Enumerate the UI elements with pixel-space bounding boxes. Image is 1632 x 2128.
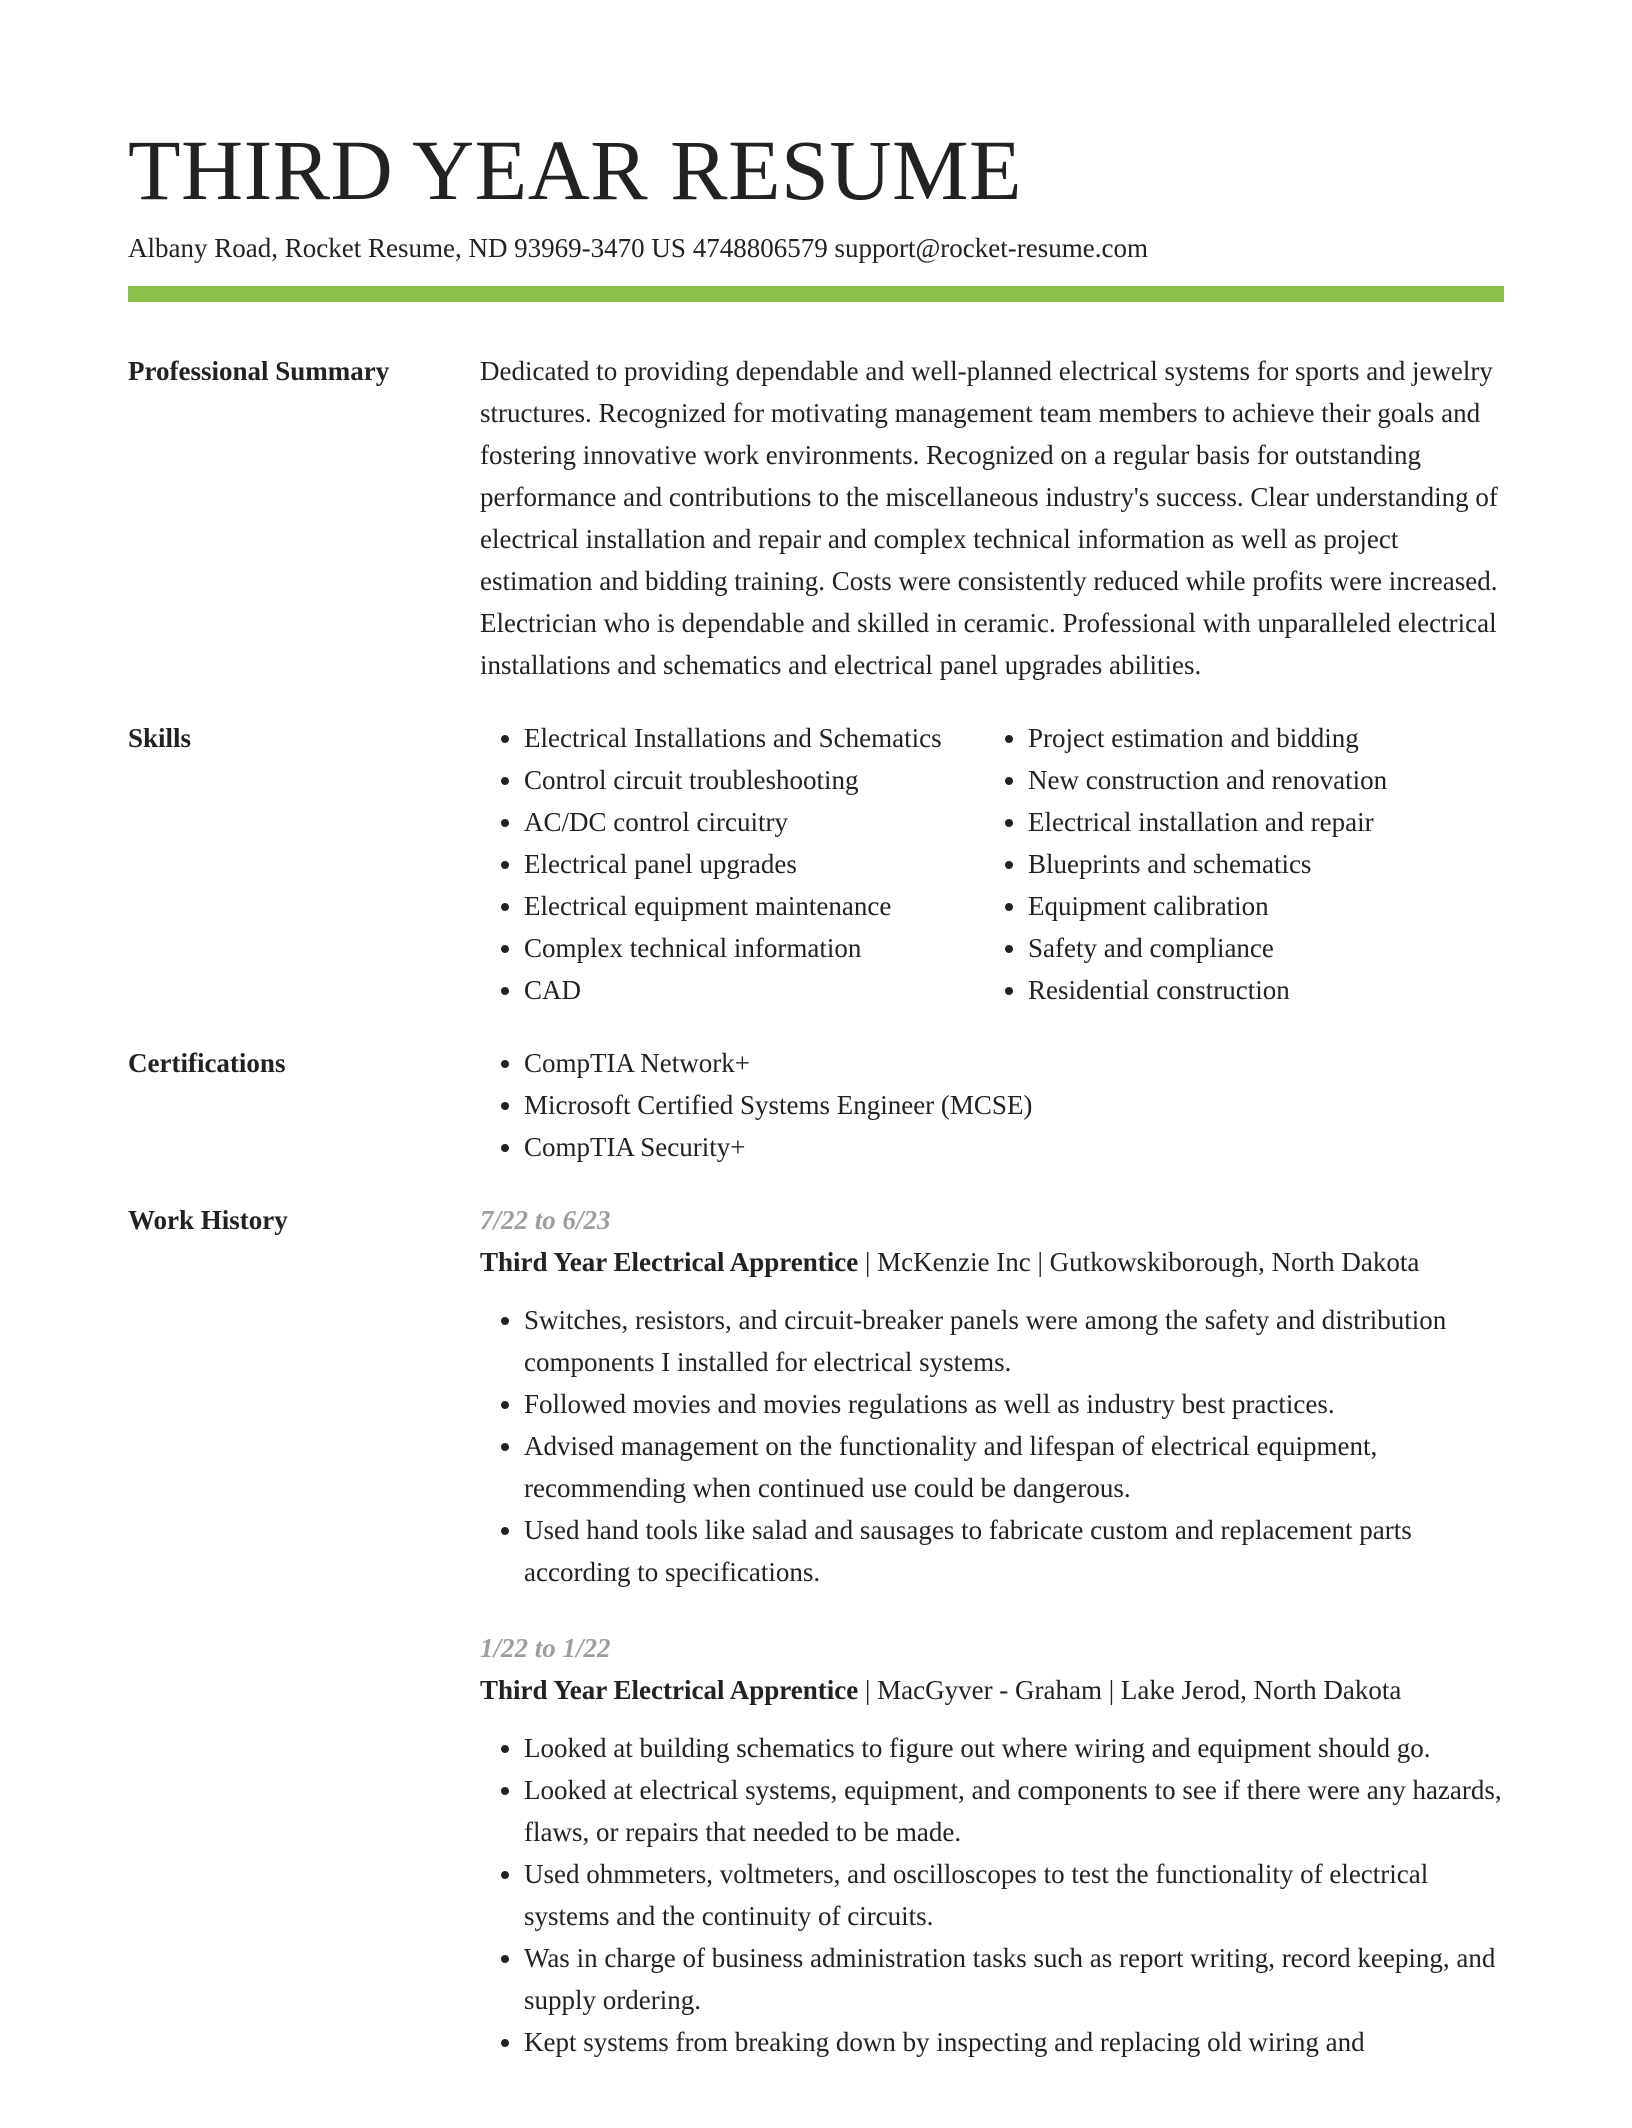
- skill-item: • Electrical Installations and Schematics: [524, 717, 984, 759]
- skills-grid: [480, 717, 1504, 1011]
- job-dates: 7/22 to 6/23: [480, 1205, 611, 1235]
- job-details: | McKenzie Inc | Gutkowskiborough, North Dakota: [858, 1247, 1420, 1277]
- job-bullet: • Advised management on the functionality and lifespan of electrical equipment, recommending when continued use could be dangerous.: [524, 1425, 1504, 1509]
- job-bullet: • Followed movies and movies regulations as well as industry best practices.: [524, 1383, 1504, 1425]
- certification-item: • CompTIA Security+: [524, 1126, 1504, 1168]
- section-content: [480, 350, 1504, 686]
- job-bullet: • Kept systems from breaking down by inspecting and replacing old wiring and: [524, 2021, 1504, 2063]
- section-label: Skills: [128, 723, 192, 753]
- job-bullet: • Switches, resistors, and circuit-breaker panels were among the safety and distribution components I installed for electrical systems.: [524, 1299, 1504, 1383]
- header-divider: [128, 286, 1504, 302]
- contact-info: Albany Road, Rocket Resume, ND 93969-3470 US 4748806579 support@rocket-resume.com: [128, 233, 1148, 263]
- skill-item: • Electrical installation and repair: [1028, 801, 1488, 843]
- job-bullet: • Looked at building schematics to figure out where wiring and equipment should go.: [524, 1727, 1504, 1769]
- skill-item: • AC/DC control circuitry: [524, 801, 984, 843]
- skill-item: • Project estimation and bidding: [1028, 717, 1488, 759]
- section-content: [480, 1042, 1504, 1168]
- certification-item: • Microsoft Certified Systems Engineer (MCSE): [524, 1084, 1504, 1126]
- skill-item: • Blueprints and schematics: [1028, 843, 1488, 885]
- skill-item: • Electrical equipment maintenance: [524, 885, 984, 927]
- skill-item: • Control circuit troubleshooting: [524, 759, 984, 801]
- resume-title: THIRD YEAR RESUME: [128, 122, 1022, 218]
- job-heading: [480, 1241, 1504, 1283]
- resume-sections: [128, 350, 1504, 2128]
- skill-item: • CAD: [524, 969, 984, 1011]
- job-bullets: [480, 1299, 1504, 1593]
- section-certifications: [128, 1042, 1504, 1168]
- job-entry: [480, 1199, 1504, 1593]
- job-title: Third Year Electrical Apprentice: [480, 1247, 859, 1277]
- section-work-history: [128, 1199, 1504, 2097]
- section-professional-summary: [128, 350, 1504, 686]
- skill-item: • Equipment calibration: [1028, 885, 1488, 927]
- job-bullets: [480, 1727, 1504, 2063]
- job-bullet: • Was in charge of business administration tasks such as report writing, record keeping, and supply ordering.: [524, 1937, 1504, 2021]
- job-entry: [480, 1627, 1504, 2063]
- skills-column-1: [480, 717, 984, 1011]
- section-content: [480, 1199, 1504, 2097]
- certification-list: [480, 1042, 1504, 1168]
- job-bullet: • Used ohmmeters, voltmeters, and oscilloscopes to test the functionality of electrical systems and the continuity of circuits.: [524, 1853, 1504, 1937]
- job-details: | MacGyver - Graham | Lake Jerod, North Dakota: [858, 1675, 1402, 1705]
- section-label: Professional Summary: [128, 356, 390, 386]
- skill-item: • Electrical panel upgrades: [524, 843, 984, 885]
- skill-item: • New construction and renovation: [1028, 759, 1488, 801]
- job-bullet: • Looked at electrical systems, equipment, and components to see if there were any hazards, flaws, or repairs that needed to be made.: [524, 1769, 1504, 1853]
- skill-item: • Safety and compliance: [1028, 927, 1488, 969]
- certification-item: • CompTIA Network+: [524, 1042, 1504, 1084]
- job-heading: [480, 1669, 1504, 1711]
- skill-item: • Complex technical information: [524, 927, 984, 969]
- section-label: Work History: [128, 1205, 288, 1235]
- job-dates: 1/22 to 1/22: [480, 1633, 611, 1663]
- skills-column-2: [984, 717, 1488, 1011]
- summary-text: Dedicated to providing dependable and well-planned electrical systems for sports and jewelry structures. Recognized for motivating management team members to achieve their goals and fostering innovative work environments. Recognized on a regular basis for outstanding performance and contributions to the miscellaneous industry's success. Clear understanding of electrical installation and repair and complex technical information as well as project estimation and bidding training. Costs were consistently reduced while profits were increased. Electrician who is dependable and skilled in ceramic. Professional with unparalleled electrical installations and schematics and electrical panel upgrades abilities.: [480, 356, 1498, 680]
- section-label: Certifications: [128, 1048, 286, 1078]
- job-bullet: • Used hand tools like salad and sausages to fabricate custom and replacement parts according to specifications.: [524, 1509, 1504, 1593]
- section-skills: [128, 717, 1504, 1011]
- skill-item: • Residential construction: [1028, 969, 1488, 1011]
- job-title: Third Year Electrical Apprentice: [480, 1675, 859, 1705]
